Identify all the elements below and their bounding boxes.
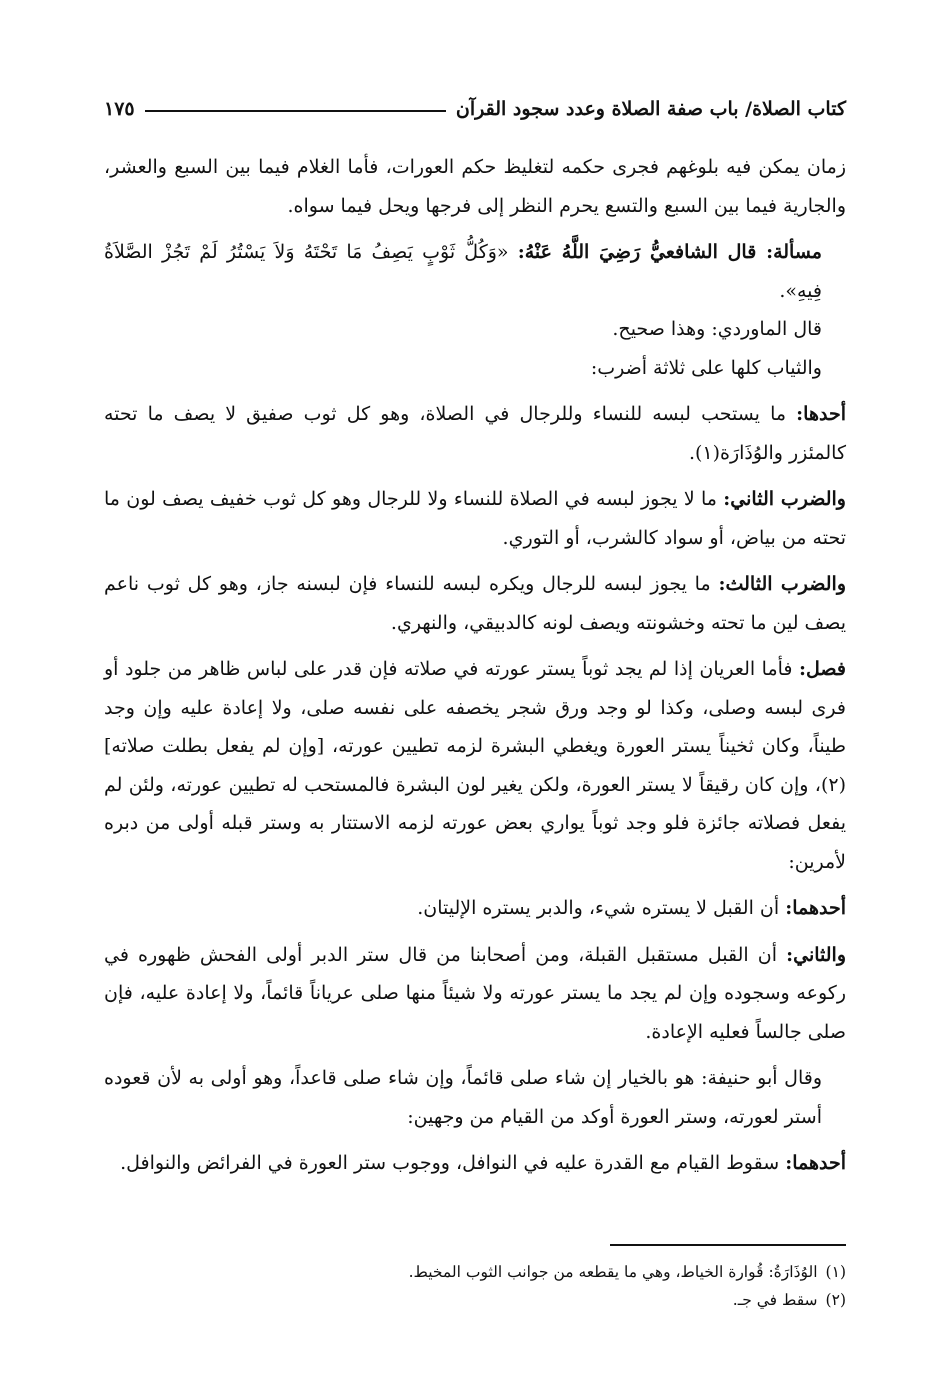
paragraph-lead: أحدهما:: [785, 897, 846, 919]
paragraph-lead: والثاني:: [786, 943, 846, 966]
paragraph-text: سقوط القيام مع القدرة عليه في النوافل، ووجوب ستر العورة في الفرائض والنوافل.: [120, 1152, 780, 1174]
paragraph-text: ما يجوز لبسه للرجال ويكره لبسه للنساء فإن لبسنه جاز، وهو كل ثوب ناعم يصف لين ما تحته وخشونته ويصف لونه كالدبيقي، والنهري.: [104, 573, 846, 634]
footnote-text: سقط في جـ.: [732, 1291, 818, 1309]
footnotes: [104, 1244, 846, 1314]
paragraph-text: ما لا يجوز لبسه في الصلاة للنساء ولا للرجال وهو كل ثوب خفيف يصف لون ما تحته من بياض، أو سواد كالشرب، أو التوري.: [104, 488, 846, 549]
paragraph-text: فأما العريان إذا لم يجد ثوباً يستر عورته في صلاته فإن قدر على لباس ظاهر من جلود أو فرى لبسه وصلى، وكذا لو وجد ورق شجر يخصفه على نفسه صلى، ولا إعادة عليه وإن وجد طيناً، وكان ثخيناً يستر العورة ويغطي البشرة لزمه تطيين عورته، [وإن لم يفعل بطلت صلاته](٢)، وإن كان رقيقاً لا يستر العورة، ولكن يغير لون البشرة فالمستحب له تطيين عورته، ولئن لم يفعل فصلاته جائزة فلو وجد ثوباً يواري بعض عورته لزمه الاستتار به وستر قبله أولى من دبره لأمرين:: [104, 658, 846, 873]
paragraph: [104, 233, 846, 310]
paragraph-lead: أحدها:: [796, 403, 846, 425]
paragraph: [104, 148, 846, 225]
main-text: [104, 148, 846, 1191]
paragraph-text: أن القبل لا يستره شيء، والدبر يستره الإليتان.: [417, 897, 780, 919]
paragraph-lead: والضرب الثالث:: [718, 573, 846, 595]
footnote-text: الوُذَارَةُ: قُوارة الخياط، وهي ما يقطعه من جوانب الثوب المخيط.: [408, 1263, 818, 1281]
paragraph-text: أن القبل مستقبل القبلة، ومن أصحابنا من قال ستر الدبر أولى الفحش ظهوره في ركوعه وسجوده وإن لم يجد ما يستر عورته ولا شيئاً منها صلى عرياناً قائماً، ولا إعادة عليه، فإن صلى جالساً فعليه الإعادة.: [104, 943, 846, 1043]
paragraph: [104, 889, 846, 928]
paragraph-lead: أحدهما:: [785, 1152, 846, 1174]
chapter-title: كتاب الصلاة/ باب صفة الصلاة وعدد سجود القرآن: [455, 98, 846, 120]
paragraph: [104, 936, 846, 1052]
paragraph: [104, 650, 846, 881]
paragraph-text: وقال أبو حنيفة: هو بالخيار إن شاء صلى قائماً، وإن شاء صلى قاعداً، وهو أولى به لأن قعوده أستر لعورته، وستر العورة أوكد من القيام من وجهين:: [104, 1067, 822, 1128]
page-number: ١٧٥: [104, 98, 135, 120]
running-header: [104, 92, 846, 126]
paragraph: [104, 395, 846, 472]
footnote-number: (١): [825, 1263, 846, 1281]
paragraph-text: زمان يمكن فيه بلوغهم فجرى حكمه لتغليظ حكم العورات، فأما الغلام فيما بين السبع والعشر، والجارية فيما بين السبع والتسع يحرم النظر إلى فرجها ويحل فيما سواه.: [104, 156, 846, 217]
paragraph: [104, 480, 846, 557]
paragraph-text: ما يستحب لبسه للنساء وللرجال في الصلاة، وهو كل ثوب صفيق لا يصف ما تحته كالمئزر والوُذَارَة(١).: [104, 403, 846, 464]
header-rule: [145, 110, 446, 112]
paragraph: [104, 1059, 846, 1136]
paragraph-text: قال الماوردي: وهذا صحيح.: [612, 318, 822, 340]
footnote-number: (٢): [825, 1291, 846, 1309]
paragraph: [104, 349, 846, 388]
paragraph-lead: مسألة: قال الشافعيُّ رَضِيَ اللَّهُ عَنْهُ:: [517, 241, 822, 263]
footnote-rule: [610, 1244, 846, 1246]
paragraph: [104, 310, 846, 349]
footnote: [104, 1286, 846, 1314]
paragraph-lead: والضرب الثاني:: [723, 488, 846, 510]
paragraph: [104, 1144, 846, 1183]
paragraph: [104, 565, 846, 642]
paragraph-text: والثياب كلها على ثلاثة أضرب:: [590, 356, 822, 379]
paragraph-lead: فصل:: [799, 658, 846, 680]
footnote: [104, 1258, 846, 1286]
paragraph-text: «وَكُلُّ ثَوْبٍ يَصِفُ مَا تَحْتَهُ وَلاَ يَسْتُرُ لَمْ تَجُزْ الصَّلاَةُ فِيهِ».: [104, 241, 822, 302]
